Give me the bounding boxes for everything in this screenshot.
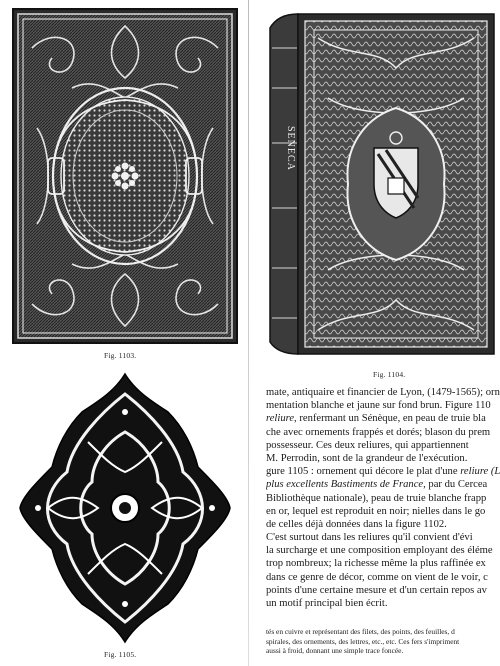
text-run: , renfermant un Sénèque, en peau de truie bla bbox=[294, 413, 486, 425]
figure-1104-binding bbox=[268, 8, 498, 362]
italic-run: reliure bbox=[266, 413, 295, 425]
body-line bbox=[266, 465, 500, 478]
body-line: un motif principal bien écrit. bbox=[266, 598, 388, 609]
body-line: Bibliothèque nationale), peau de truie blanche frapp bbox=[266, 492, 487, 504]
body-line bbox=[266, 412, 500, 425]
figure-1104-caption: Fig. 1104. bbox=[373, 370, 406, 379]
body-line: mentation blanche et jaune sur fond brun. Figure 110 bbox=[266, 400, 491, 412]
body-line: en or, lequel est reproduit en noir; nielles dans le go bbox=[266, 505, 486, 517]
figure-1105-ornament bbox=[18, 372, 232, 644]
footnote bbox=[266, 627, 500, 656]
body-line: C'est surtout dans les reliures qu'il convient d'évi bbox=[266, 532, 473, 544]
text-run: gure 1105 : ornement qui décore le plat d'une bbox=[266, 466, 461, 478]
figure-1103-binding bbox=[12, 8, 238, 344]
footnote-line: tés en cuivre et représentant des filets, des points, des feuilles, d bbox=[266, 627, 455, 636]
body-line bbox=[266, 478, 500, 491]
figure-1104-spine-label: SENECA bbox=[285, 126, 296, 171]
footnote-line: spirales, des ornements, des lettres, etc., etc. Ces fers s'impriment bbox=[266, 636, 460, 646]
body-text bbox=[266, 386, 500, 610]
text-run: , par du Cercea bbox=[423, 479, 488, 491]
body-line: la surcharge et une composition employant des éléme bbox=[266, 545, 493, 557]
body-line: points d'une certaine mesure et d'un certain repos av bbox=[266, 584, 487, 596]
body-line: mate, antiquaire et financier de Lyon, (1479-1565); orn bbox=[266, 387, 500, 398]
italic-run: plus excellents Bastiments de France bbox=[266, 479, 424, 491]
body-line: de celles déjà données dans la figure 1102. bbox=[266, 518, 447, 530]
figure-1103-caption: Fig. 1103. bbox=[104, 351, 137, 360]
figure-1105-caption: Fig. 1105. bbox=[104, 650, 137, 659]
footnote-line: aussi à froid, donnant une simple trace foncée. bbox=[266, 646, 404, 656]
body-line: che avec ornements frappés et dorés; blason du prem bbox=[266, 426, 491, 438]
body-line: dans ce genre de décor, comme on vient de le voir, c bbox=[266, 571, 488, 583]
body-line: M. Perrodin, sont de la grandeur de l'exécution. bbox=[266, 452, 468, 464]
body-line: trop nombreux; la richesse même la plus raffinée ex bbox=[266, 558, 486, 570]
body-line: possesseur. Ces deux reliures, qui appartiennent bbox=[266, 439, 469, 451]
italic-run: reliure (L bbox=[460, 466, 500, 478]
page-gutter bbox=[248, 0, 249, 666]
